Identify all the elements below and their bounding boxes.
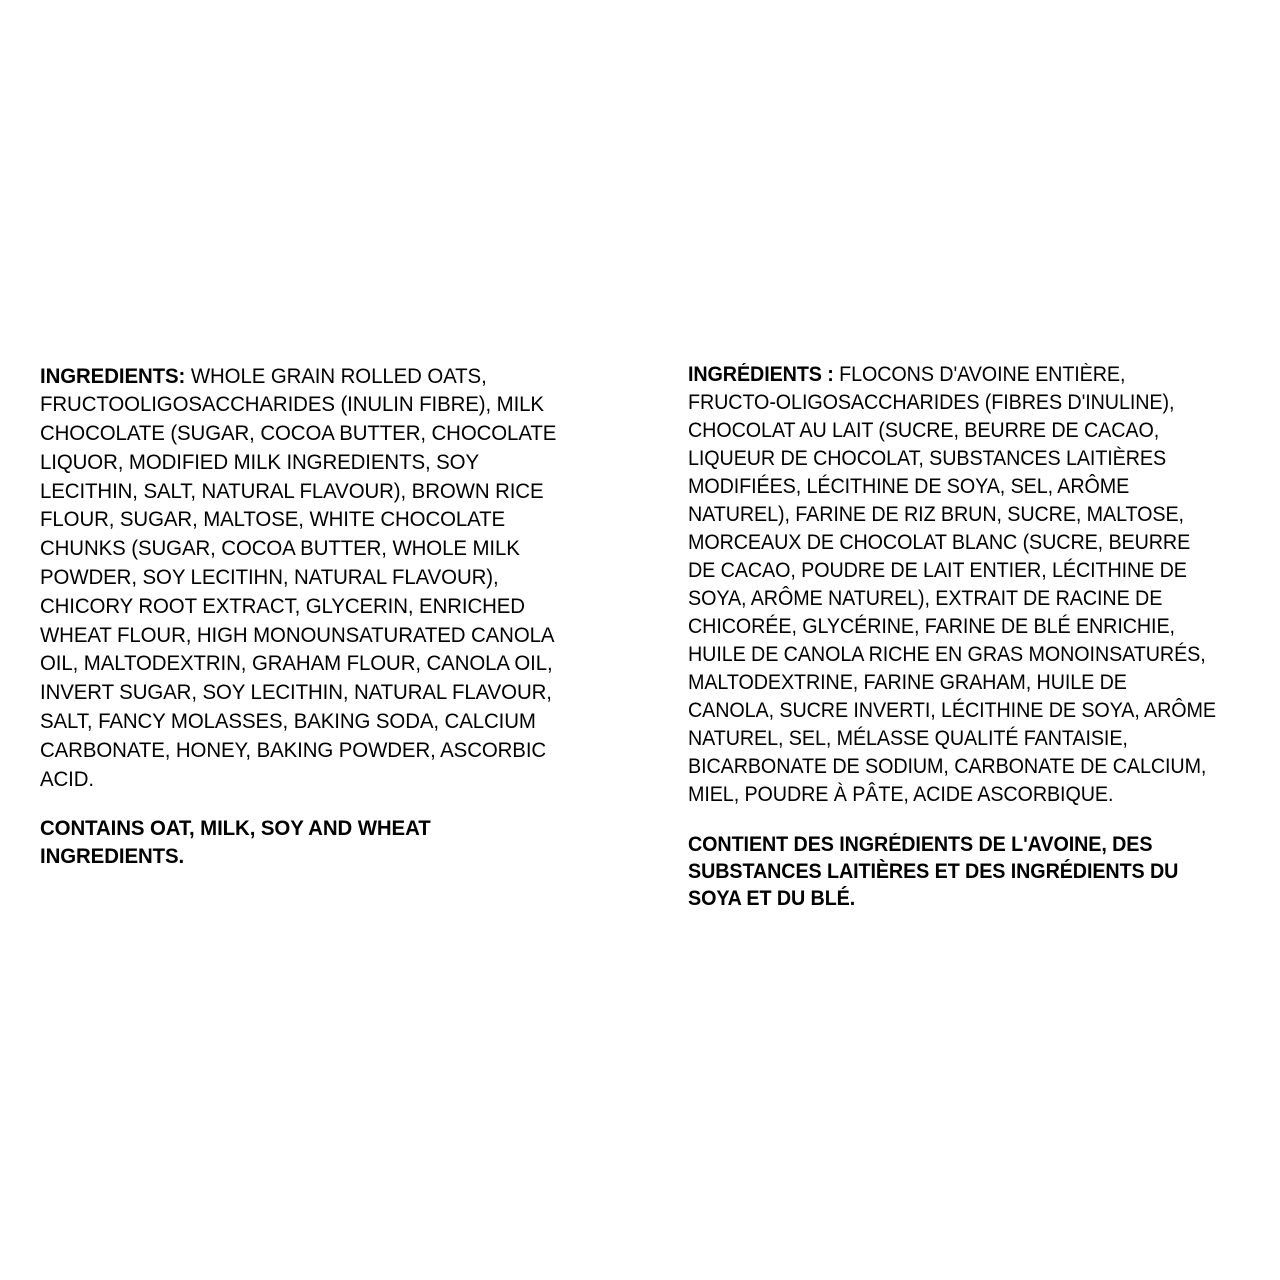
english-ingredients-heading: INGREDIENTS:: [40, 363, 186, 388]
french-ingredients-text: FLOCONS D'AVOINE ENTIÈRE, FRUCTO-OLIGOSACCHARIDES (FIBRES D'INULINE), CHOCOLAT AU LAIT (SUCRE, BEURRE DE CACAO, LIQUEUR DE CHOCOLAT, SUBSTANCES LAITIÈRES MODIFIÉES, LÉCITHINE DE SOYA, SEL, ARÔME NATUREL), FARINE DE RIZ BRUN, SUCRE, MALTOSE, MORCEAUX DE CHOCOLAT BLANC (SUCRE, BEURRE DE CACAO, POUDRE DE LAIT ENTIER, LÉCITHINE DE SOYA, ARÔME NATUREL), EXTRAIT DE RACINE DE CHICORÉE, GLYCÉRINE, FARINE DE BLÉ ENRICHIE, HUILE DE CANOLA RICHE EN GRAS MONOINSATURÉS, MALTODEXTRINE, FARINE GRAHAM, HUILE DE CANOLA, SUCRE INVERTI, LÉCITHINE DE SOYA, ARÔME NATUREL, SEL, MÉLASSE QUALITÉ FANTAISIE, BICARBONATE DE SODIUM, CARBONATE DE CALCIUM, MIEL, POUDRE À PÂTE, ACIDE ASCORBIQUE.: [688, 363, 1216, 807]
english-allergen-statement: CONTAINS OAT, MILK, SOY AND WHEAT INGREDIENTS.: [40, 815, 431, 868]
english-ingredients-text: WHOLE GRAIN ROLLED OATS, FRUCTOOLIGOSACCHARIDES (INULIN FIBRE), MILK CHOCOLATE (SUGAR, COCOA BUTTER, CHOCOLATE LIQUOR, MODIFIED MILK INGREDIENTS, SOY LECITHIN, SALT, NATURAL FLAVOUR), BROWN RICE FLOUR, SUGAR, MALTOSE, WHITE CHOCOLATE CHUNKS (SUGAR, COCOA BUTTER, WHOLE MILK POWDER, SOY LECITIHN, NATURAL FLAVOUR), CHICORY ROOT EXTRACT, GLYCERIN, ENRICHED WHEAT FLOUR, HIGH MONOUNSATURATED CANOLA OIL, MALTODEXTRIN, GRAHAM FLOUR, CANOLA OIL, INVERT SUGAR, SOY LECITHIN, NATURAL FLAVOUR, SALT, FANCY MOLASSES, BAKING SODA, CALCIUM CARBONATE, HONEY, BAKING POWDER, ASCORBIC ACID.: [40, 363, 557, 791]
ingredient-panel: [0, 340, 1280, 933]
french-ingredients-paragraph: [688, 361, 1216, 810]
french-ingredients-heading: INGRÉDIENTS :: [688, 363, 834, 386]
french-allergen-statement: CONTIENT DES INGRÉDIENTS DE L'AVOINE, DES SUBSTANCES LAITIÈRES ET DES INGRÉDIENTS DU SOYA ET DU BLÉ.: [688, 832, 1179, 911]
french-column: [640, 340, 1280, 933]
english-ingredients-paragraph: [40, 362, 572, 794]
english-column: [0, 340, 640, 892]
